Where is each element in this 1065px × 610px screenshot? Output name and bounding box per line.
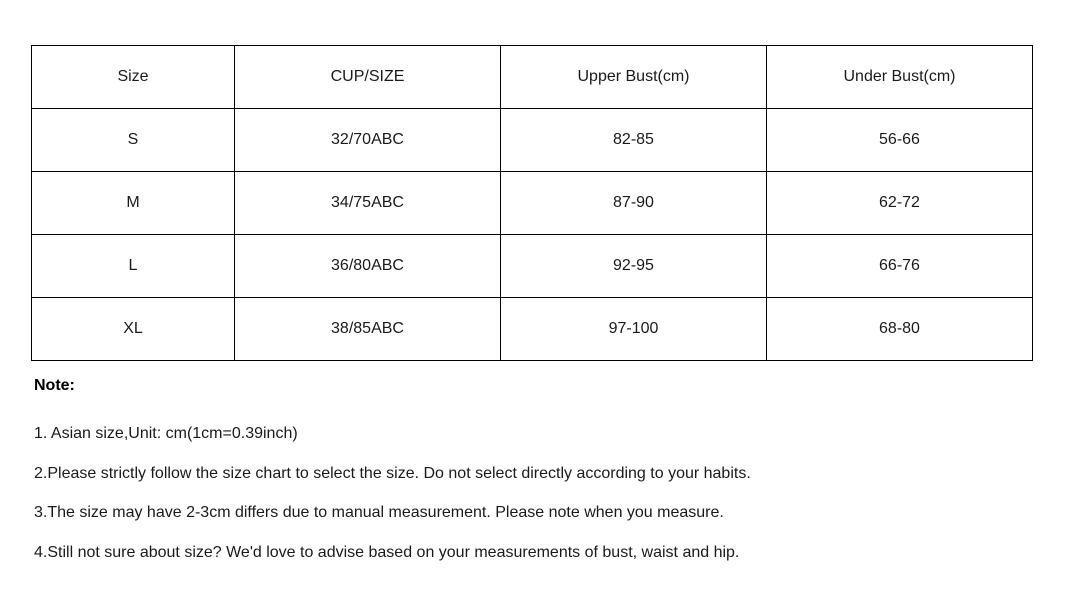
cell-upper-bust: 87-90: [501, 172, 767, 235]
notes-heading: Note:: [34, 377, 75, 394]
cell-upper-bust: 97-100: [501, 298, 767, 361]
table-row: [32, 109, 1033, 172]
cell-cup-size: 32/70ABC: [235, 109, 501, 172]
table-row: [32, 172, 1033, 235]
cell-cup-size: 34/75ABC: [235, 172, 501, 235]
cell-size: L: [32, 235, 235, 298]
notes-section: [34, 376, 1034, 582]
note-line-measurement-tolerance: 3.The size may have 2-3cm differs due to manual measurement. Please note when you measure.: [34, 504, 724, 521]
note-line-unit: 1. Asian size,Unit: cm(1cm=0.39inch): [34, 425, 298, 442]
note-line-follow-chart: 2.Please strictly follow the size chart to select the size. Do not select directly according to your habits.: [34, 464, 751, 482]
note-line-advice: 4.Still not sure about size? We'd love to advise based on your measurements of bust, waist and hip.: [34, 543, 740, 561]
size-chart-table: [31, 45, 1033, 361]
table-header-row: [32, 46, 1033, 109]
cell-cup-size: 38/85ABC: [235, 298, 501, 361]
cell-cup-size: 36/80ABC: [235, 235, 501, 298]
cell-size: XL: [32, 298, 235, 361]
cell-under-bust: 68-80: [767, 298, 1033, 361]
header-under-bust: Under Bust(cm): [767, 46, 1033, 109]
header-upper-bust: Upper Bust(cm): [501, 46, 767, 109]
header-size: Size: [32, 46, 235, 109]
cell-under-bust: 66-76: [767, 235, 1033, 298]
cell-size: S: [32, 109, 235, 172]
header-cup-size: CUP/SIZE: [235, 46, 501, 109]
cell-upper-bust: 92-95: [501, 235, 767, 298]
table-row: [32, 235, 1033, 298]
cell-under-bust: 62-72: [767, 172, 1033, 235]
cell-upper-bust: 82-85: [501, 109, 767, 172]
cell-under-bust: 56-66: [767, 109, 1033, 172]
table-row: [32, 298, 1033, 361]
cell-size: M: [32, 172, 235, 235]
